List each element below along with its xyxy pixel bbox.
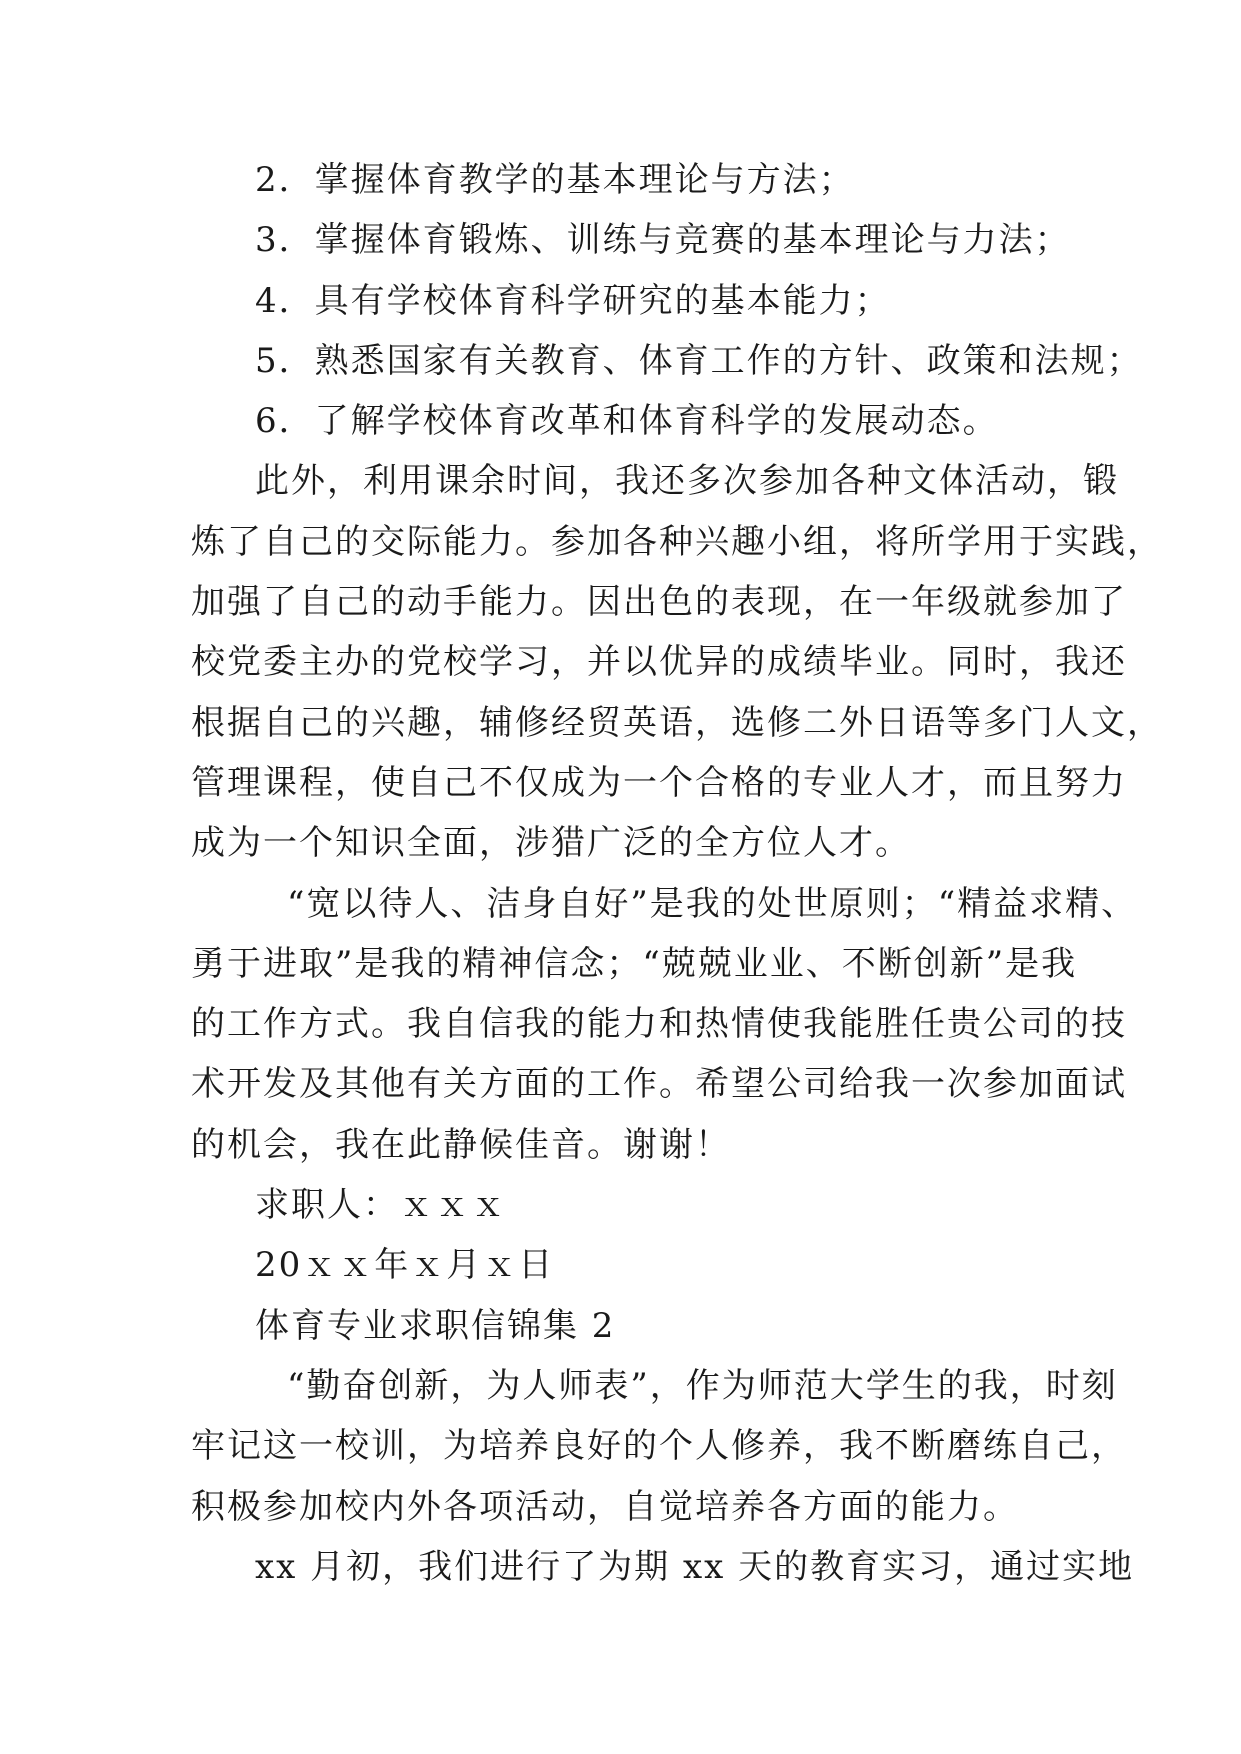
paragraph-line: 勇于进取”是我的精神信念；“兢兢业业、不断创新”是我 (191, 943, 1078, 984)
paragraph-line: 此外，利用课余时间，我还多次参加各种文体活动，锻 (255, 461, 1119, 502)
list-item-3: 3．掌握体育锻炼、训练与竞赛的基本理论与力法； (255, 220, 1071, 261)
list-item-2: 2．掌握体育教学的基本理论与方法； (255, 160, 855, 200)
paragraph-line: 牢记这一校训，为培养良好的个人修养，我不断磨练自己， (191, 1426, 1127, 1467)
paragraph-line: 积极参加校内外各项活动，自觉培养各方面的能力。 (191, 1486, 1019, 1527)
paragraph-line: 管理课程，使自己不仅成为一个合格的专业人才，而且努力 (191, 762, 1127, 803)
section-heading: 体育专业求职信锦集 2 (255, 1305, 616, 1346)
paragraph-line: 校党委主办的党校学习，并以优异的成绩毕业。同时，我还 (191, 642, 1127, 683)
paragraph-line: 加强了自己的动手能力。因出色的表现，在一年级就参加了 (191, 582, 1127, 623)
paragraph-line: “宽以待人、洁身自好”是我的处世原则；“精益求精、 (287, 883, 1138, 924)
paragraph-line: 的工作方式。我自信我的能力和热情使我能胜任贵公司的技 (191, 1004, 1127, 1045)
document-page (191, 150, 1163, 1597)
list-item-4: 4．具有学校体育科学研究的基本能力； (255, 280, 891, 321)
letter-date: 20ｘｘ年ｘ月ｘ日 (255, 1245, 555, 1286)
paragraph-line: 的机会，我在此静候佳音。谢谢！ (191, 1124, 731, 1165)
applicant-signature: 求职人：ｘｘｘ (255, 1185, 507, 1226)
paragraph-line: 根据自己的兴趣，辅修经贸英语，选修二外日语等多门人文， (191, 702, 1163, 743)
list-item-6: 6．了解学校体育改革和体育科学的发展动态。 (255, 401, 999, 442)
paragraph-line: xx 月初，我们进行了为期 xx 天的教育实习，通过实地 (255, 1546, 1135, 1587)
paragraph-line: 成为一个知识全面，涉猎广泛的全方位人才。 (191, 823, 911, 864)
paragraph-line: 术开发及其他有关方面的工作。希望公司给我一次参加面试 (191, 1064, 1127, 1105)
list-item-5: 5．熟悉国家有关教育、体育工作的方针、政策和法规； (255, 340, 1143, 381)
paragraph-line: 炼了自己的交际能力。参加各种兴趣小组，将所学用于实践， (191, 521, 1163, 562)
paragraph-line: “勤奋创新，为人师表”，作为师范大学生的我，时刻 (287, 1365, 1118, 1406)
